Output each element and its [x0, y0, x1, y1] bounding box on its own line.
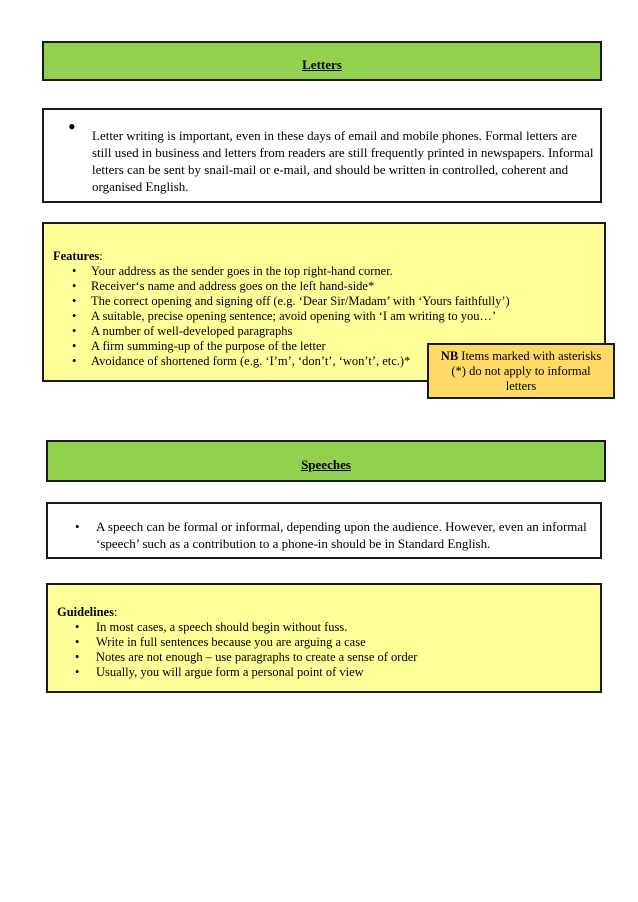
- list-item: [57, 665, 597, 680]
- list-item-text: Write in full sentences because you are arguing a case: [96, 635, 366, 649]
- guidelines-panel: [46, 583, 602, 693]
- list-item: [53, 324, 603, 339]
- guidelines-list: [57, 620, 597, 680]
- bullet-icon: •: [72, 339, 77, 353]
- features-heading: Features: [53, 249, 100, 263]
- guidelines-heading: Guidelines: [57, 605, 114, 619]
- letters-title: Letters: [302, 57, 342, 72]
- bullet-icon: •: [72, 294, 77, 308]
- list-item: [53, 279, 603, 294]
- bullet-icon: •: [72, 264, 77, 278]
- list-item-text: A firm summing-up of the purpose of the letter: [91, 339, 326, 353]
- nb-label: NB: [440, 349, 459, 363]
- list-item: [53, 264, 603, 279]
- list-item: [57, 635, 597, 650]
- list-item-text: Your address as the sender goes in the top right-hand corner.: [91, 264, 393, 278]
- list-item-text: Avoidance of shortened form (e.g. ‘I’m’, ‘don’t’, ‘won’t’, etc.)*: [91, 354, 411, 368]
- speeches-header: [46, 440, 606, 482]
- speeches-title: Speeches: [301, 457, 351, 472]
- letters-intro-text: Letter writing is important, even in these days of email and mobile phones. Formal letters are still used in business and letters from readers are still frequently printed in newspapers. Informal letters can be sent by snail-mail or e-mail, and should be written in controlled, coherent and organised English.: [92, 128, 594, 194]
- speeches-intro-text: A speech can be formal or informal, depending upon the audience. However, even an informal ‘speech’ such as a contribution to a phone-in should be in Standard English.: [96, 519, 587, 551]
- speeches-intro-box: [46, 502, 602, 559]
- list-item-text: The correct opening and signing off (e.g. ‘Dear Sir/Madam’ with ‘Yours faithfully’): [91, 294, 510, 308]
- list-item-text: Usually, you will argue form a personal point of view: [96, 665, 364, 679]
- bullet-icon: •: [72, 279, 77, 293]
- list-item-text: In most cases, a speech should begin without fuss.: [96, 620, 348, 634]
- nb-body: Items marked with asterisks (*) do not apply to informal letters: [451, 349, 602, 393]
- letters-header: [42, 41, 602, 81]
- bullet-icon: •: [72, 324, 77, 338]
- bullet-icon: •: [75, 620, 80, 634]
- bullet-icon: •: [75, 650, 80, 664]
- list-item: [53, 309, 603, 324]
- list-item: [57, 650, 597, 665]
- bullet-icon: •: [75, 635, 80, 649]
- bullet-icon: •: [68, 114, 76, 139]
- bullet-icon: •: [72, 354, 77, 368]
- list-item-text: Notes are not enough – use paragraphs to create a sense of order: [96, 650, 418, 664]
- features-heading-line: Features:: [53, 249, 103, 263]
- bullet-icon: •: [75, 519, 80, 534]
- bullet-icon: •: [75, 665, 80, 679]
- nb-note-text: [429, 349, 613, 394]
- bullet-icon: •: [72, 309, 77, 323]
- list-item-text: A number of well-developed paragraphs: [91, 324, 293, 338]
- list-item-text: A suitable, precise opening sentence; avoid opening with ‘I am writing to you…’: [91, 309, 497, 323]
- list-item-text: Receiver‘s name and address goes on the left hand-side*: [91, 279, 375, 293]
- nb-note: [427, 343, 615, 399]
- guidelines-heading-line: Guidelines:: [57, 605, 118, 619]
- letters-intro-box: [42, 108, 602, 203]
- list-item: [57, 620, 597, 635]
- list-item: [53, 294, 603, 309]
